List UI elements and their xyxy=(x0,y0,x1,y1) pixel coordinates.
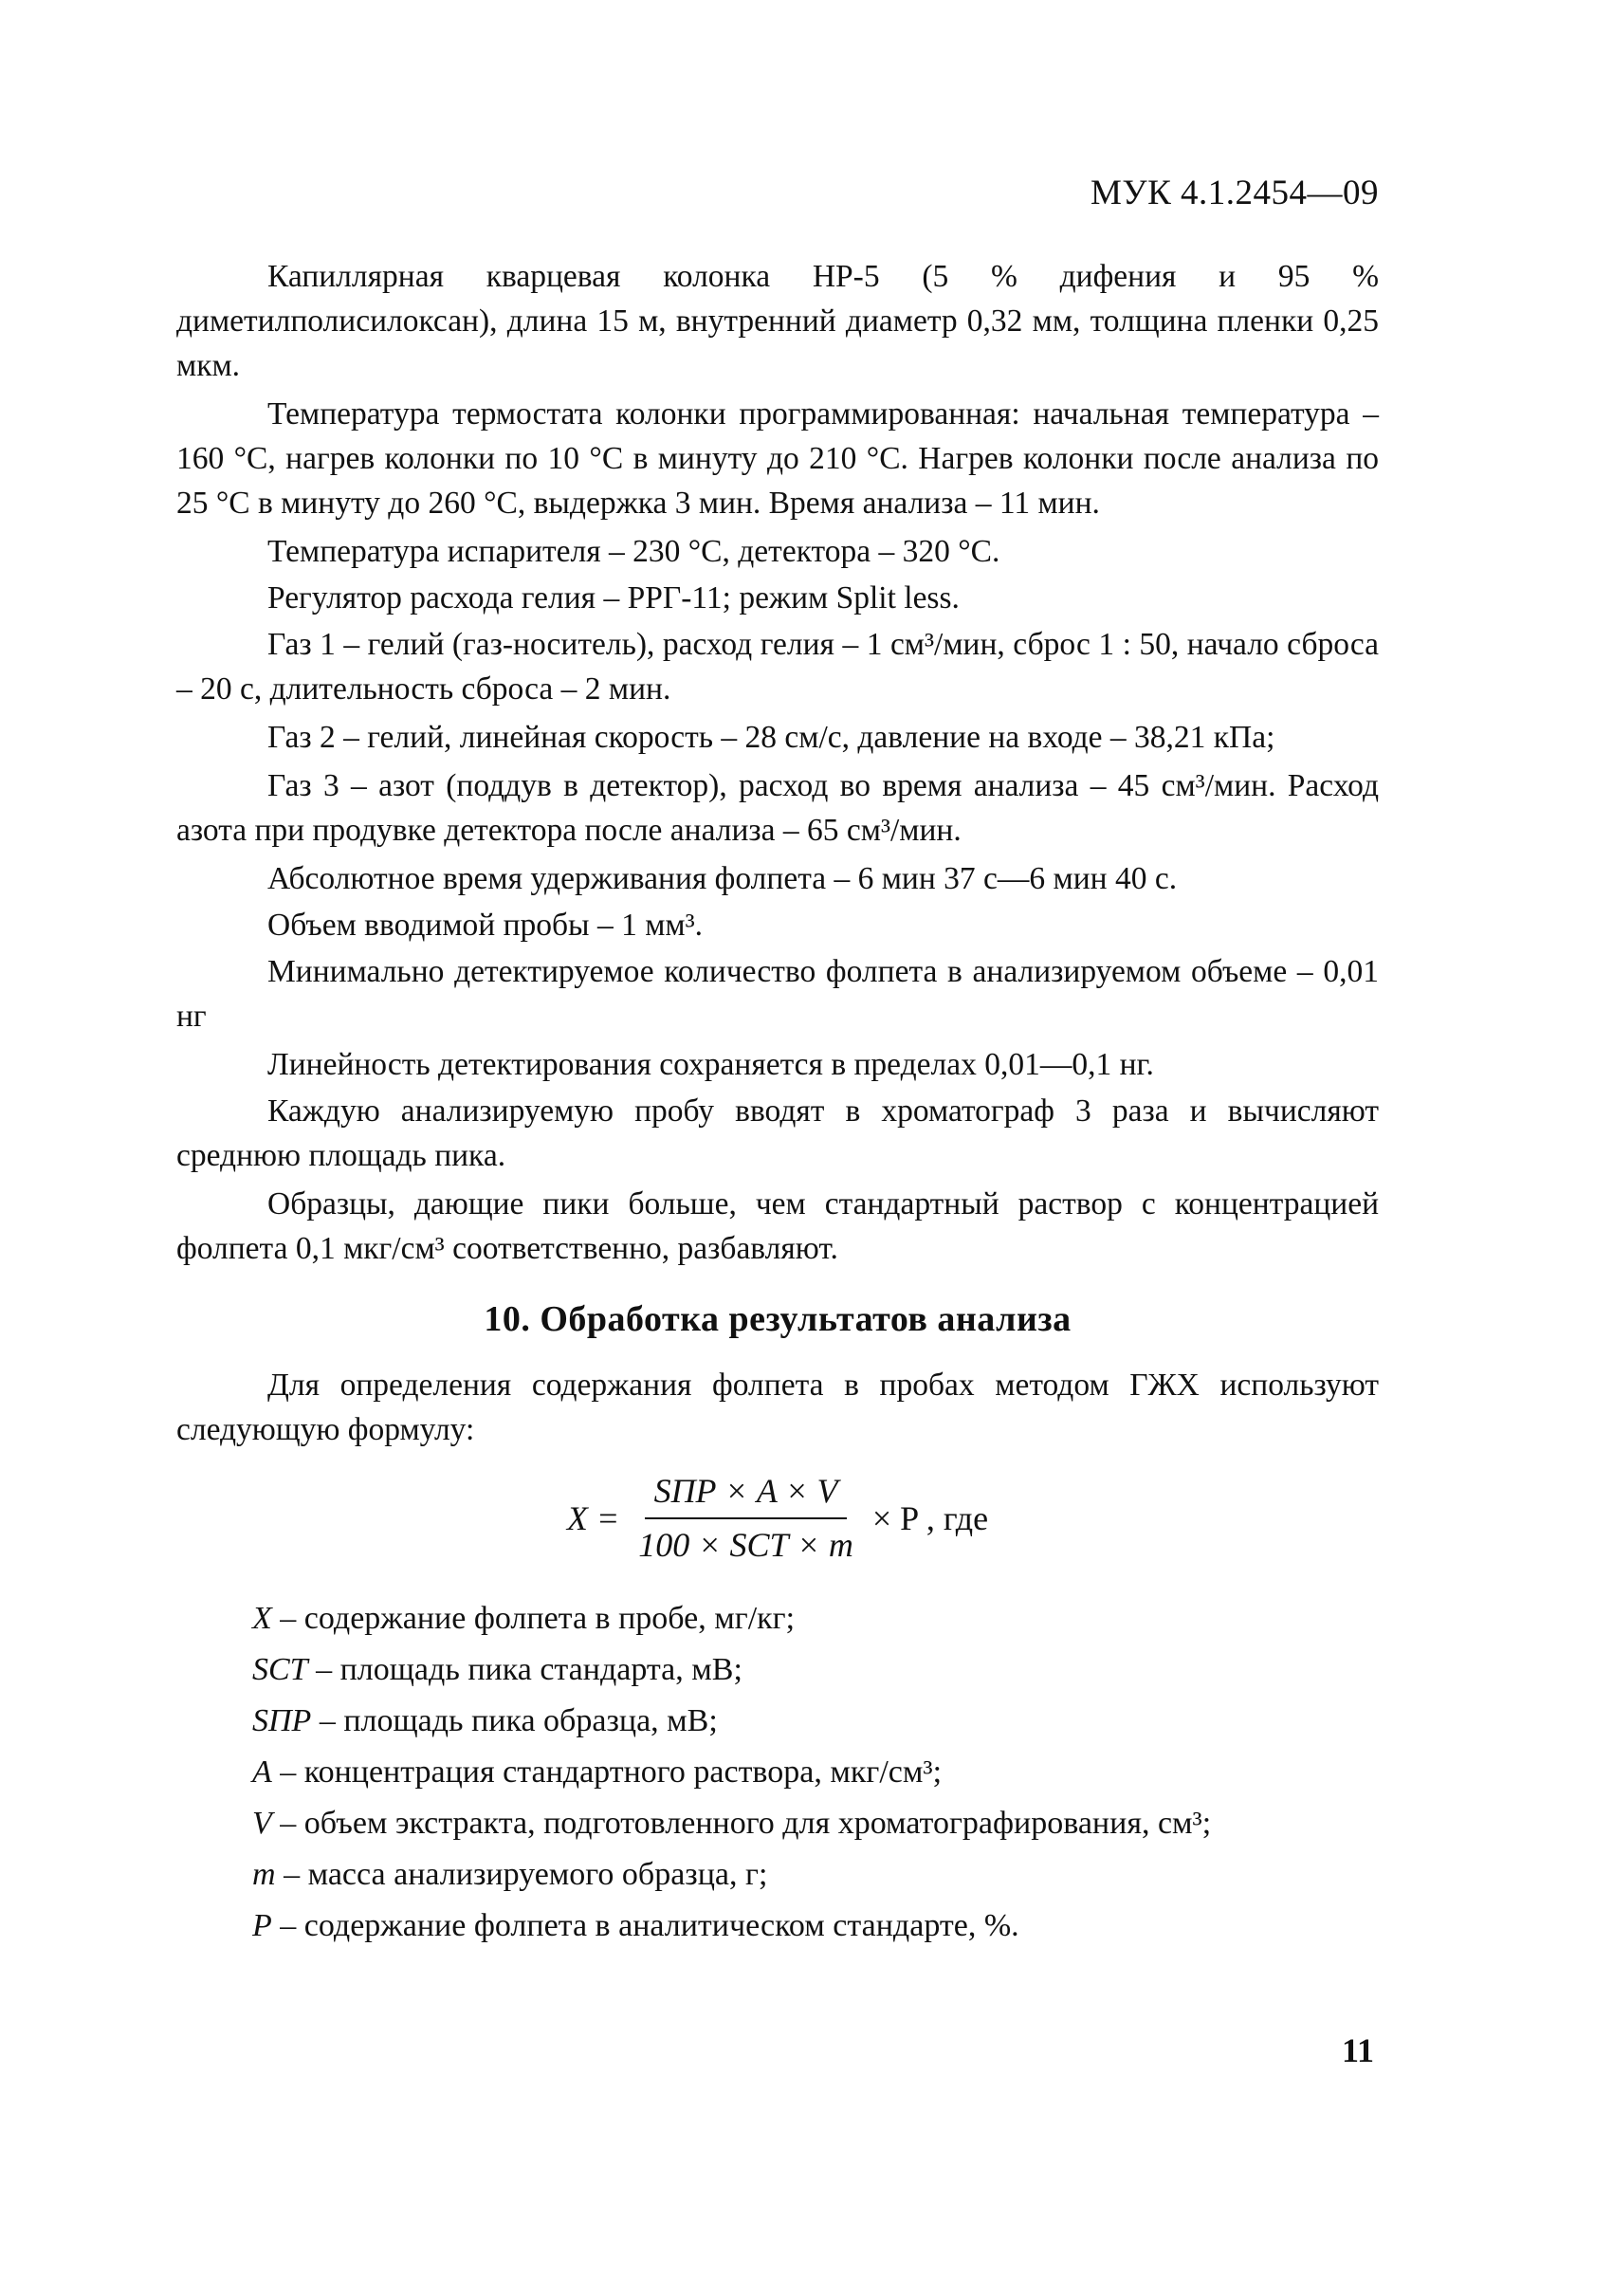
variable-item xyxy=(176,1801,1379,1846)
variable-item xyxy=(176,1699,1379,1744)
variable-description: – площадь пика стандарта, мВ; xyxy=(307,1652,742,1687)
variable-symbol: X xyxy=(252,1601,272,1636)
variable-symbol: SСТ xyxy=(252,1652,308,1687)
variable-description: – площадь пика образца, мВ; xyxy=(311,1703,718,1738)
formula-denominator: 100 × SСТ × m xyxy=(638,1526,853,1564)
formula-fraction xyxy=(629,1469,863,1568)
variable-description: – масса анализируемого образца, г; xyxy=(275,1857,768,1892)
variable-symbol: A xyxy=(252,1754,272,1790)
formula-tail: × P , где xyxy=(871,1498,989,1537)
paragraph-gas-2: Газ 2 – гелий, линейная скорость – 28 см/с, давление на входе – 38,21 кПа; xyxy=(267,720,1275,755)
variable-item xyxy=(176,1903,1379,1949)
paragraph-flow-regulator: Регулятор расхода гелия – РРГ-11; режим Split less. xyxy=(267,580,960,615)
variable-item xyxy=(176,1750,1379,1795)
paragraph-column: Капиллярная кварцевая колонка HP-5 (5 % дифения и 95 % диметилполисилоксан), длина 15 м, внутренний диаметр 0,32 мм, толщина пленки 0,25 мкм. xyxy=(176,259,1379,383)
paragraph-detection-limit: Минимально детектируемое количество фолпета в анализируемом объеме – 0,01 нг xyxy=(176,954,1379,1034)
page-number: 11 xyxy=(1341,2031,1374,2069)
section-intro: Для определения содержания фолпета в пробах методом ГЖХ используют следующую формулу: xyxy=(176,1368,1379,1447)
formula-lhs: X = xyxy=(566,1498,620,1537)
paragraph-injection: Каждую анализируемую пробу вводят в хроматограф 3 раза и вычисляют среднюю площадь пика. xyxy=(176,1093,1379,1173)
variable-description: – содержание фолпета в пробе, мг/кг; xyxy=(271,1601,796,1636)
variable-list xyxy=(176,1596,1379,1949)
document-code: МУК 4.1.2454—09 xyxy=(1090,174,1379,212)
variable-description: – объем экстракта, подготовленного для хроматографирования, см³; xyxy=(271,1806,1212,1841)
variable-item xyxy=(176,1852,1379,1898)
variable-item xyxy=(176,1596,1379,1642)
formula-numerator: SПР × A × V xyxy=(645,1469,848,1519)
paragraph-evaporator: Температура испарителя – 230 °С, детектора – 320 °С. xyxy=(267,534,1000,569)
paragraph-dilution: Образцы, дающие пики больше, чем стандартный раствор с концентрацией фолпета 0,1 мкг/см³ соответственно, разбавляют. xyxy=(176,1186,1379,1266)
variable-symbol: m xyxy=(252,1857,276,1892)
variable-description: – концентрация стандартного раствора, мкг/см³; xyxy=(271,1754,943,1790)
paragraph-linearity: Линейность детектирования сохраняется в пределах 0,01—0,1 нг. xyxy=(267,1047,1154,1082)
variable-symbol: V xyxy=(252,1806,272,1841)
variable-symbol: P xyxy=(252,1908,272,1943)
variable-description: – содержание фолпета в аналитическом стандарте, %. xyxy=(271,1908,1019,1943)
paragraph-gas-1: Газ 1 – гелий (газ-носитель), расход гелия – 1 см³/мин, сброс 1 : 50, начало сброса – 20 с, длительность сброса – 2 мин. xyxy=(176,627,1379,707)
paragraph-sample-volume: Объем вводимой пробы – 1 мм³. xyxy=(267,908,704,943)
variable-symbol: SПР xyxy=(252,1703,312,1738)
variable-item xyxy=(176,1647,1379,1693)
page-body xyxy=(176,254,1379,1955)
paragraph-retention-time: Абсолютное время удерживания фолпета – 6 мин 37 с—6 мин 40 с. xyxy=(267,861,1178,896)
section-title: 10. Обработка результатов анализа xyxy=(484,1299,1072,1339)
paragraph-temperature-program: Температура термостата колонки программированная: начальная температура – 160 °С, нагрев колонки по 10 °С в минуту до 210 °С. Нагрев колонки после анализа по 25 °С в минуту до 260 °С, выдержка 3 мин. Время анализа – 11 мин. xyxy=(176,396,1379,521)
formula xyxy=(176,1469,1379,1568)
paragraph-gas-3: Газ 3 – азот (поддув в детектор), расход во время анализа – 45 см³/мин. Расход азота при продувке детектора после анализа – 65 см³/мин. xyxy=(176,768,1379,848)
